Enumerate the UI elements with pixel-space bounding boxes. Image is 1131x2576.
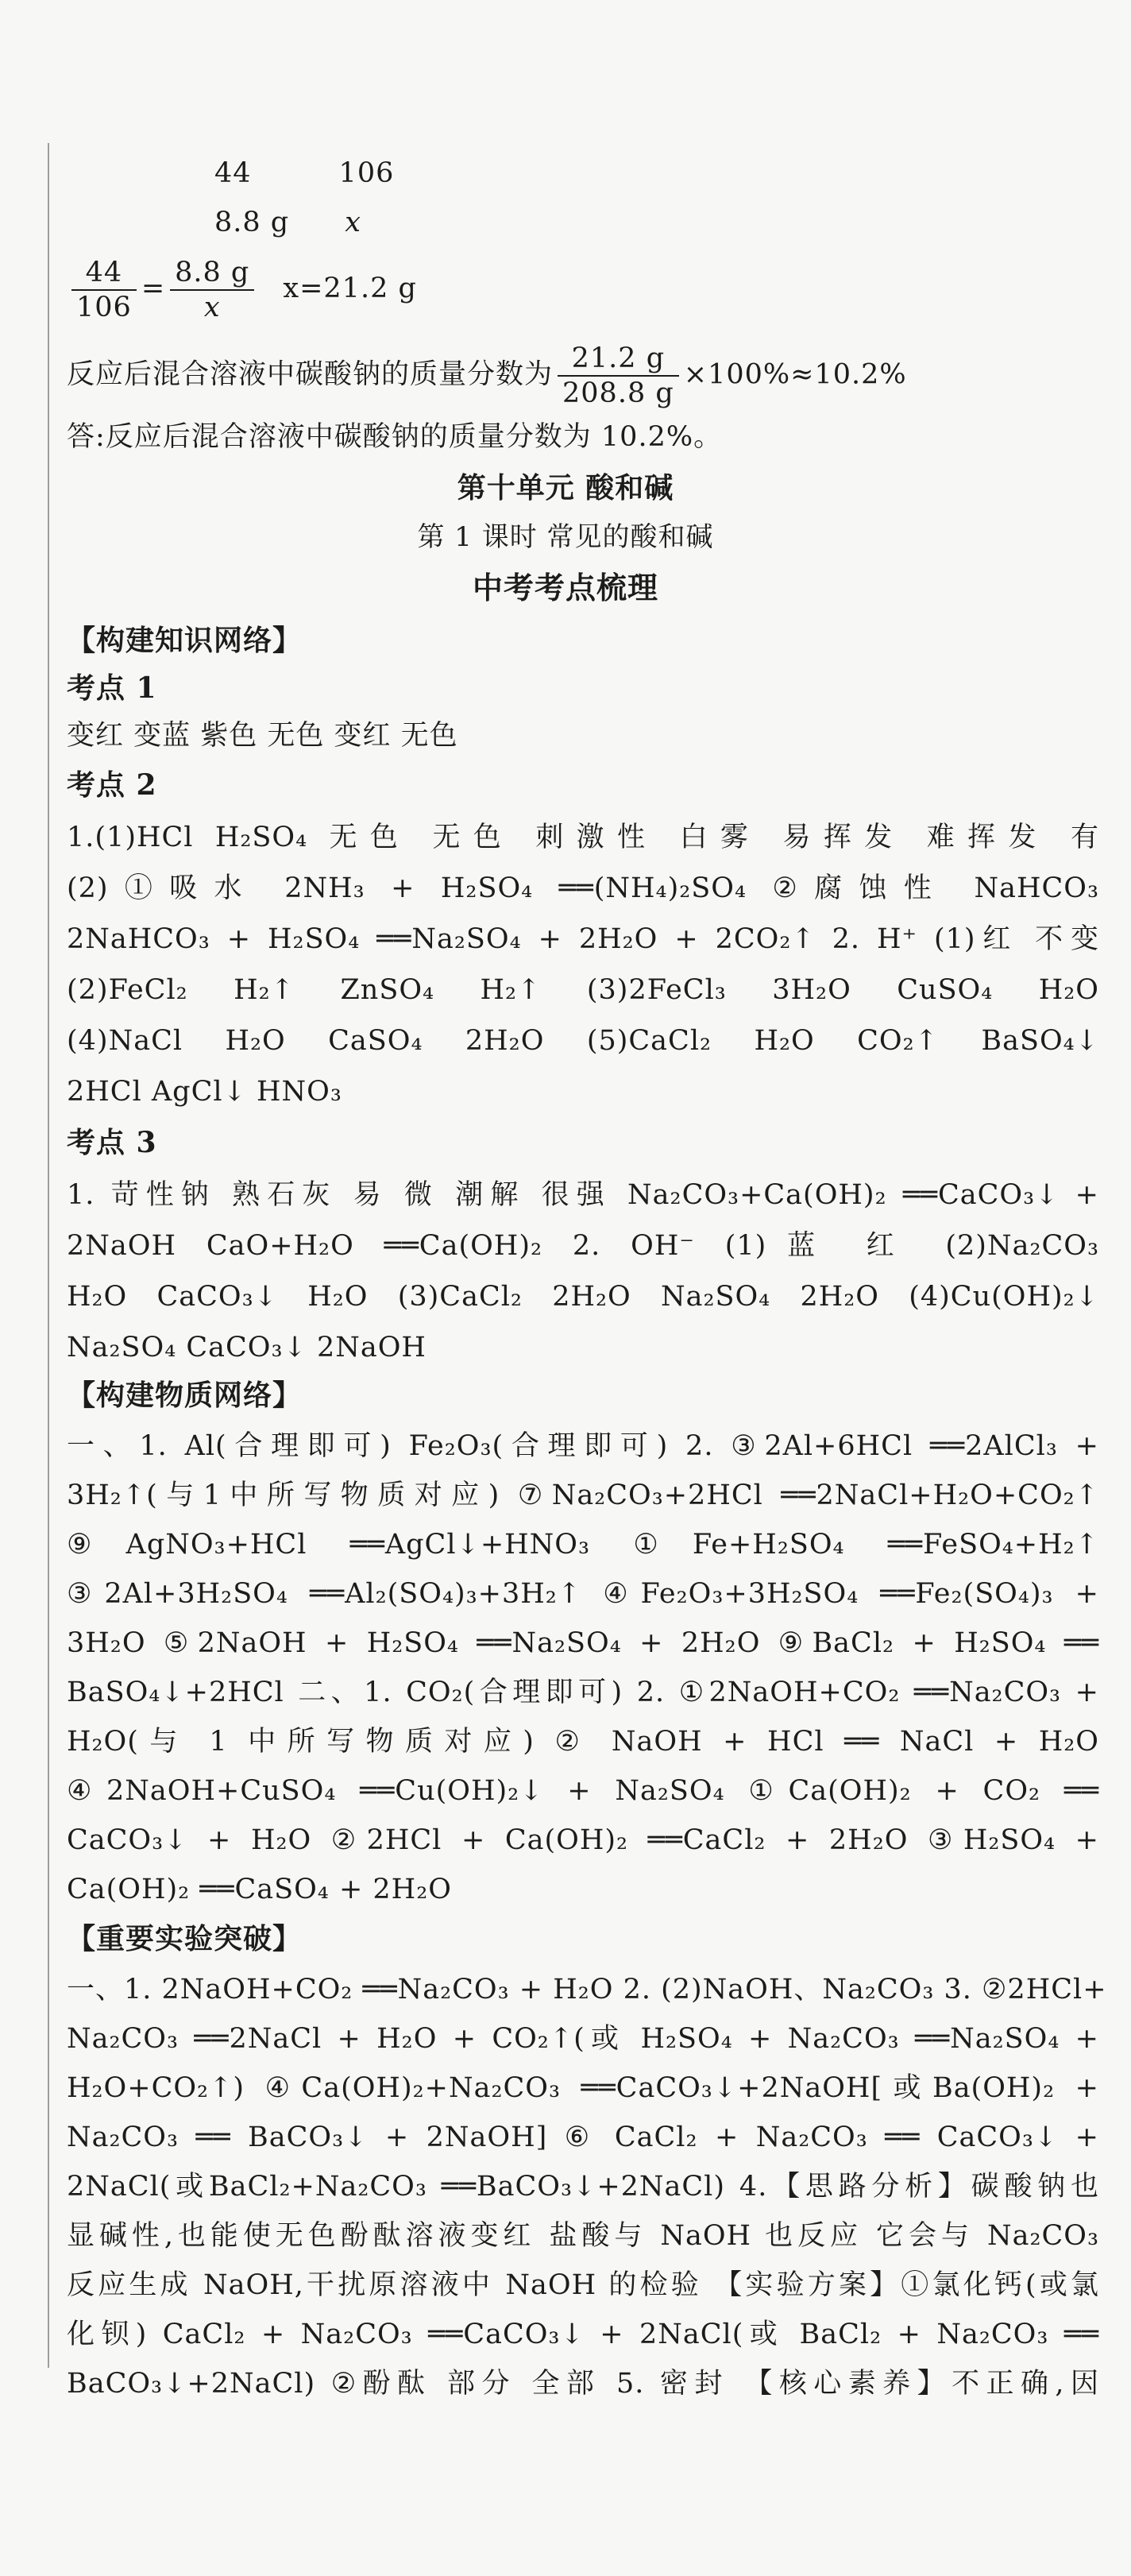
- calc-molar-mass-row: [214, 149, 1099, 197]
- text-line: (2)FeCl₂ H₂↑ ZnSO₄ H₂↑ (3)2FeCl₃ 3H₂O CuSO₄ H₂O: [67, 974, 1099, 1006]
- text-line: CaCO₃↓ + H₂O ②2HCl + Ca(OH)₂ ══CaCl₂ + 2H₂O ③H₂SO₄ +: [67, 1824, 1099, 1856]
- calc-value: 44: [214, 157, 252, 189]
- text-line: Na₂CO₃ ══ BaCO₃↓ + 2NaOH] ⑥ CaCl₂ + Na₂CO₃ ══ CaCO₃↓ +: [67, 2122, 1099, 2153]
- heading-substance-network: 【构建物质网络】: [67, 1379, 303, 1412]
- text-line: Na₂CO₃ ══2NaCl + H₂O + CO₂↑(或 H₂SO₄ + Na₂CO₃ ══Na₂SO₄ +: [67, 2023, 1099, 2055]
- text-line: 2NaCl(或BaCl₂+Na₂CO₃ ══BaCO₃↓+2NaCl) 4.【思路分析】碳酸钠也: [67, 2171, 1099, 2203]
- text-line: ③2Al+3H₂SO₄ ══Al₂(SO₄)₃+3H₂↑ ④Fe₂O₃+3H₂SO₄ ══Fe₂(SO₄)₃ +: [67, 1578, 1099, 1610]
- heading-knowledge-network: 【构建知识网络】: [67, 624, 303, 657]
- calc-value: 8.8 g: [214, 207, 290, 238]
- text-line: 显碱性,也能使无色酚酞溶液变红 盐酸与 NaOH 也反应 它会与 Na₂CO₃: [67, 2220, 1099, 2252]
- calc-value: 106: [338, 157, 395, 189]
- text-line: ④2NaOH+CuSO₄ ══Cu(OH)₂↓ + Na₂SO₄ ①Ca(OH)₂ + CO₂ ══: [67, 1775, 1099, 1807]
- text-line: BaCO₃↓+2NaCl) ②酚酞 部分 全部 5. 密封 【核心素养】不正确,因: [67, 2368, 1099, 2400]
- text-line: 3H₂O ⑤2NaOH + H₂SO₄ ══Na₂SO₄ + 2H₂O ⑨BaCl₂ + H₂SO₄ ══: [67, 1627, 1099, 1659]
- calc-fraction-row: 反应后混合溶液中碳酸钠的质量分数为 $\frac{21.2 g}{208.8 g}$ ×100%≈10.2%: [67, 342, 907, 409]
- text-line: 2HCl AgCl↓ HNO₃: [67, 1076, 342, 1108]
- lesson-title: 第 1 课时 常见的酸和碱: [417, 521, 714, 553]
- calc-proportion-row: $\frac{44}{106}$ = $\frac{8.8 g}{x}$ x=21.2 g: [67, 253, 1099, 324]
- text-line: 一、1. 2NaOH+CO₂ ══Na₂CO₃ + H₂O 2. (2)NaOH、Na₂CO₃ 3. ②2HCl+: [67, 1974, 1107, 2005]
- text-line: 变红 变蓝 紫色 无色 变红 无色: [67, 720, 458, 752]
- text-line: 3H₂↑(与1中所写物质对应) ⑦Na₂CO₃+2HCl ══2NaCl+H₂O+CO₂↑: [67, 1479, 1099, 1511]
- text-line: 2NaOH CaO+H₂O ══Ca(OH)₂ 2. OH⁻ (1)蓝 红 (2)Na₂CO₃: [67, 1230, 1099, 1262]
- unit-title: 第十单元 酸和碱: [457, 471, 674, 505]
- section-title: 中考考点梳理: [472, 570, 658, 605]
- calc-result: x=21.2 g: [283, 273, 417, 304]
- fraction: $\frac{44}{106}$: [71, 256, 137, 324]
- text-line: 1.(1)HCl H₂SO₄ 无色 无色 刺激性 白雾 易挥发 难挥发 有: [67, 822, 1099, 853]
- text-line: 2NaHCO₃ + H₂SO₄ ══Na₂SO₄ + 2H₂O + 2CO₂↑ 2. H⁺ (1)红 不变: [67, 923, 1099, 955]
- heading-point-2: 考点 2: [67, 768, 157, 802]
- answer-line: 答:反应后混合溶液中碳酸钠的质量分数为 10.2%。: [67, 421, 723, 453]
- calc-mass-row: [214, 199, 1099, 246]
- heading-point-1: 考点 1: [67, 671, 157, 705]
- text-line: ⑨AgNO₃+HCl ══AgCl↓+HNO₃ ①Fe+H₂SO₄ ══FeSO₄+H₂↑: [67, 1529, 1099, 1561]
- text-line: 1. 苛性钠 熟石灰 易 微 潮解 很强 Na₂CO₃+Ca(OH)₂ ══CaCO₃↓ +: [67, 1179, 1099, 1211]
- heading-key-experiments: 【重要实验突破】: [67, 1922, 303, 1955]
- text-line: (2)①吸水 2NH₃ + H₂SO₄ ══(NH₄)₂SO₄ ②腐蚀性 NaHCO₃: [67, 872, 1099, 904]
- text-line: Ca(OH)₂ ══CaSO₄ + 2H₂O: [67, 1874, 452, 1905]
- text-line: Na₂SO₄ CaCO₃↓ 2NaOH: [67, 1332, 427, 1363]
- text-line: 化钡) CaCl₂ + Na₂CO₃ ══CaCO₃↓ + 2NaCl(或 BaCl₂ + Na₂CO₃ ══: [67, 2319, 1099, 2350]
- text-line: (4)NaCl H₂O CaSO₄ 2H₂O (5)CaCl₂ H₂O CO₂↑ BaSO₄↓: [67, 1025, 1099, 1057]
- text-line: 一、1. Al(合理即可) Fe₂O₃(合理即可) 2. ③2Al+6HCl ══2AlCl₃ +: [67, 1430, 1099, 1462]
- text-line: H₂O(与 1 中所写物质对应) ② NaOH + HCl ══ NaCl + H₂O: [67, 1726, 1099, 1758]
- fraction: $\frac{21.2 g}{208.8 g}$: [558, 342, 679, 410]
- calc-variable: x: [345, 207, 361, 238]
- text-line: H₂O+CO₂↑) ④Ca(OH)₂+Na₂CO₃ ══CaCO₃↓+2NaOH[或Ba(OH)₂ +: [67, 2072, 1099, 2104]
- heading-point-3: 考点 3: [67, 1126, 157, 1159]
- text-line: 反应生成 NaOH,干扰原溶液中 NaOH 的检验 【实验方案】①氯化钙(或氯: [67, 2269, 1099, 2301]
- text-line: H₂O CaCO₃↓ H₂O (3)CaCl₂ 2H₂O Na₂SO₄ 2H₂O (4)Cu(OH)₂↓: [67, 1281, 1099, 1313]
- fraction: $\frac{8.8 g}{x}$: [170, 256, 254, 324]
- text-line: BaSO₄↓+2HCl 二、1. CO₂(合理即可) 2. ①2NaOH+CO₂ ══Na₂CO₃ +: [67, 1677, 1099, 1708]
